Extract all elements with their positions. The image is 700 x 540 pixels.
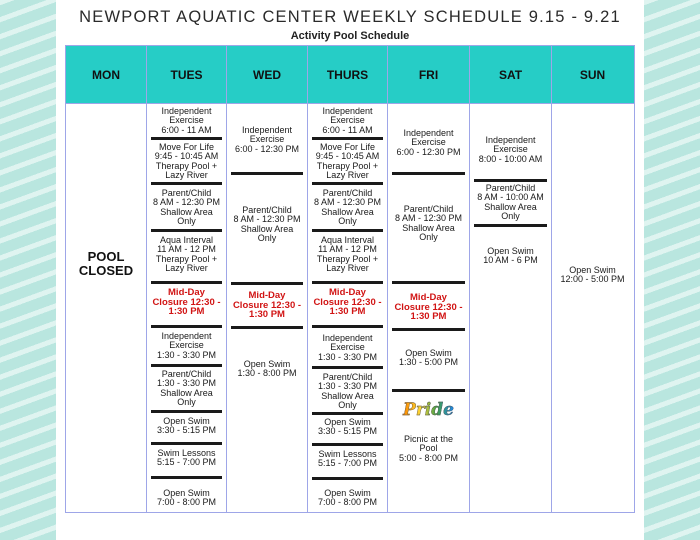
day-header-tues: TUES — [147, 46, 227, 103]
day-header-wed: WED — [227, 46, 308, 103]
column-fri — [388, 104, 470, 512]
tues-divider — [151, 325, 222, 328]
tues-divider — [151, 182, 222, 185]
pool-closed-label: POOL CLOSED — [78, 249, 134, 278]
header-row — [66, 46, 634, 104]
thurs-independent-exercise-am: Independent Exercise 6:00 - 11 AM — [322, 106, 373, 135]
thurs-divider — [312, 229, 383, 232]
pride-logo: Pride — [388, 400, 469, 420]
tues-parent-child-pm: Parent/Child 1:30 - 3:30 PM Shallow Area Only — [156, 369, 217, 408]
fri-divider — [392, 281, 465, 284]
wed-midday-closure: Mid-Day Closure 12:30 - 1:30 PM — [232, 290, 302, 321]
thurs-divider — [312, 182, 383, 185]
tues-divider — [151, 229, 222, 232]
day-header-sat: SAT — [470, 46, 552, 103]
wed-open-swim: Open Swim 1:30 - 8:00 PM — [237, 359, 297, 379]
day-header-mon: MON — [66, 46, 147, 103]
tues-divider — [151, 281, 222, 284]
thurs-divider — [312, 325, 383, 328]
tues-open-swim-evening: Open Swim 7:00 - 8:00 PM — [156, 488, 217, 508]
schedule-page — [56, 0, 644, 540]
sat-parent-child: Parent/Child 8 AM - 10:00 AM Shallow Area Only — [477, 183, 544, 222]
tues-independent-exercise-am: Independent Exercise 6:00 - 11 AM — [161, 106, 212, 135]
wed-parent-child: Parent/Child 8 AM - 12:30 PM Shallow Area Only — [233, 205, 301, 244]
thurs-divider — [312, 477, 383, 480]
tues-move-for-life: Move For Life 9:45 - 10:45 AM Therapy Pool + Lazy River — [154, 142, 219, 181]
page-subtitle: Activity Pool Schedule — [290, 30, 410, 42]
tues-divider — [151, 364, 222, 367]
day-header-fri: FRI — [388, 46, 470, 103]
thurs-open-swim-afternoon: Open Swim 3:30 - 5:15 PM — [317, 417, 378, 437]
thurs-midday-closure: Mid-Day Closure 12:30 - 1:30 PM — [313, 287, 382, 318]
thurs-aqua-interval: Aqua Interval 11 AM - 12 PM Therapy Pool + Lazy River — [316, 235, 379, 274]
tues-open-swim-afternoon: Open Swim 3:30 - 5:15 PM — [156, 416, 217, 436]
sat-divider — [474, 179, 547, 182]
column-thurs — [308, 104, 388, 512]
fri-independent-exercise: Independent Exercise 6:00 - 12:30 PM — [396, 128, 461, 157]
fri-divider — [392, 172, 465, 175]
tues-midday-closure: Mid-Day Closure 12:30 - 1:30 PM — [152, 287, 221, 318]
tues-swim-lessons: Swim Lessons 5:15 - 7:00 PM — [156, 448, 217, 468]
page-title: NEWPORT AQUATIC CENTER WEEKLY SCHEDULE 9.15 - 9.21 — [79, 8, 621, 26]
tues-divider — [151, 137, 222, 140]
wed-divider — [231, 172, 303, 175]
thurs-divider — [312, 443, 383, 446]
sat-independent-exercise: Independent Exercise 8:00 - 10:00 AM — [478, 135, 543, 164]
thurs-divider — [312, 412, 383, 415]
sat-open-swim: Open Swim 10 AM - 6 PM — [483, 246, 538, 266]
tues-divider — [151, 410, 222, 413]
tues-divider — [151, 442, 222, 445]
wed-divider — [231, 282, 303, 285]
tues-aqua-interval: Aqua Interval 11 AM - 12 PM Therapy Pool + Lazy River — [155, 235, 218, 274]
thurs-open-swim-evening: Open Swim 7:00 - 8:00 PM — [317, 488, 378, 508]
day-header-sun: SUN — [579, 67, 606, 82]
tues-divider — [151, 476, 222, 479]
day-header-thurs: THURS — [308, 46, 388, 103]
thurs-divider — [312, 137, 383, 140]
thurs-divider — [312, 366, 383, 369]
fri-midday-closure: Mid-Day Closure 12:30 - 1:30 PM — [394, 292, 463, 323]
thurs-swim-lessons: Swim Lessons 5:15 - 7:00 PM — [317, 449, 378, 469]
column-tues — [147, 104, 227, 512]
thurs-independent-exercise-pm: Independent Exercise 1:30 - 3:30 PM — [317, 333, 378, 362]
fri-divider — [392, 389, 465, 392]
thurs-parent-child-am: Parent/Child 8 AM - 12:30 PM Shallow Area Only — [313, 188, 382, 227]
fri-open-swim: Open Swim 1:30 - 5:00 PM — [398, 348, 459, 368]
left-wave-border — [0, 0, 56, 540]
schedule-grid — [65, 45, 635, 513]
column-sun — [552, 104, 633, 512]
column-sat — [470, 104, 552, 512]
tues-parent-child-am: Parent/Child 8 AM - 12:30 PM Shallow Area Only — [152, 188, 221, 227]
fri-parent-child: Parent/Child 8 AM - 12:30 PM Shallow Area Only — [394, 204, 463, 243]
thurs-divider — [312, 281, 383, 284]
fri-picnic-at-the-pool: Picnic at the Pool 5:00 - 8:00 PM — [398, 434, 459, 463]
thurs-move-for-life: Move For Life 9:45 - 10:45 AM Therapy Pool + Lazy River — [315, 142, 380, 181]
column-wed — [227, 104, 308, 512]
thurs-parent-child-pm: Parent/Child 1:30 - 3:30 PM Shallow Area Only — [317, 372, 378, 411]
fri-divider — [392, 328, 465, 331]
tues-independent-exercise-pm: Independent Exercise 1:30 - 3:30 PM — [156, 331, 217, 360]
column-mon — [66, 104, 147, 512]
right-wave-border — [644, 0, 700, 540]
wed-independent-exercise: Independent Exercise 6:00 - 12:30 PM — [234, 125, 300, 154]
sun-open-swim: Open Swim 12:00 - 5:00 PM — [560, 265, 625, 285]
sat-divider — [474, 224, 547, 227]
wed-divider — [231, 326, 303, 329]
